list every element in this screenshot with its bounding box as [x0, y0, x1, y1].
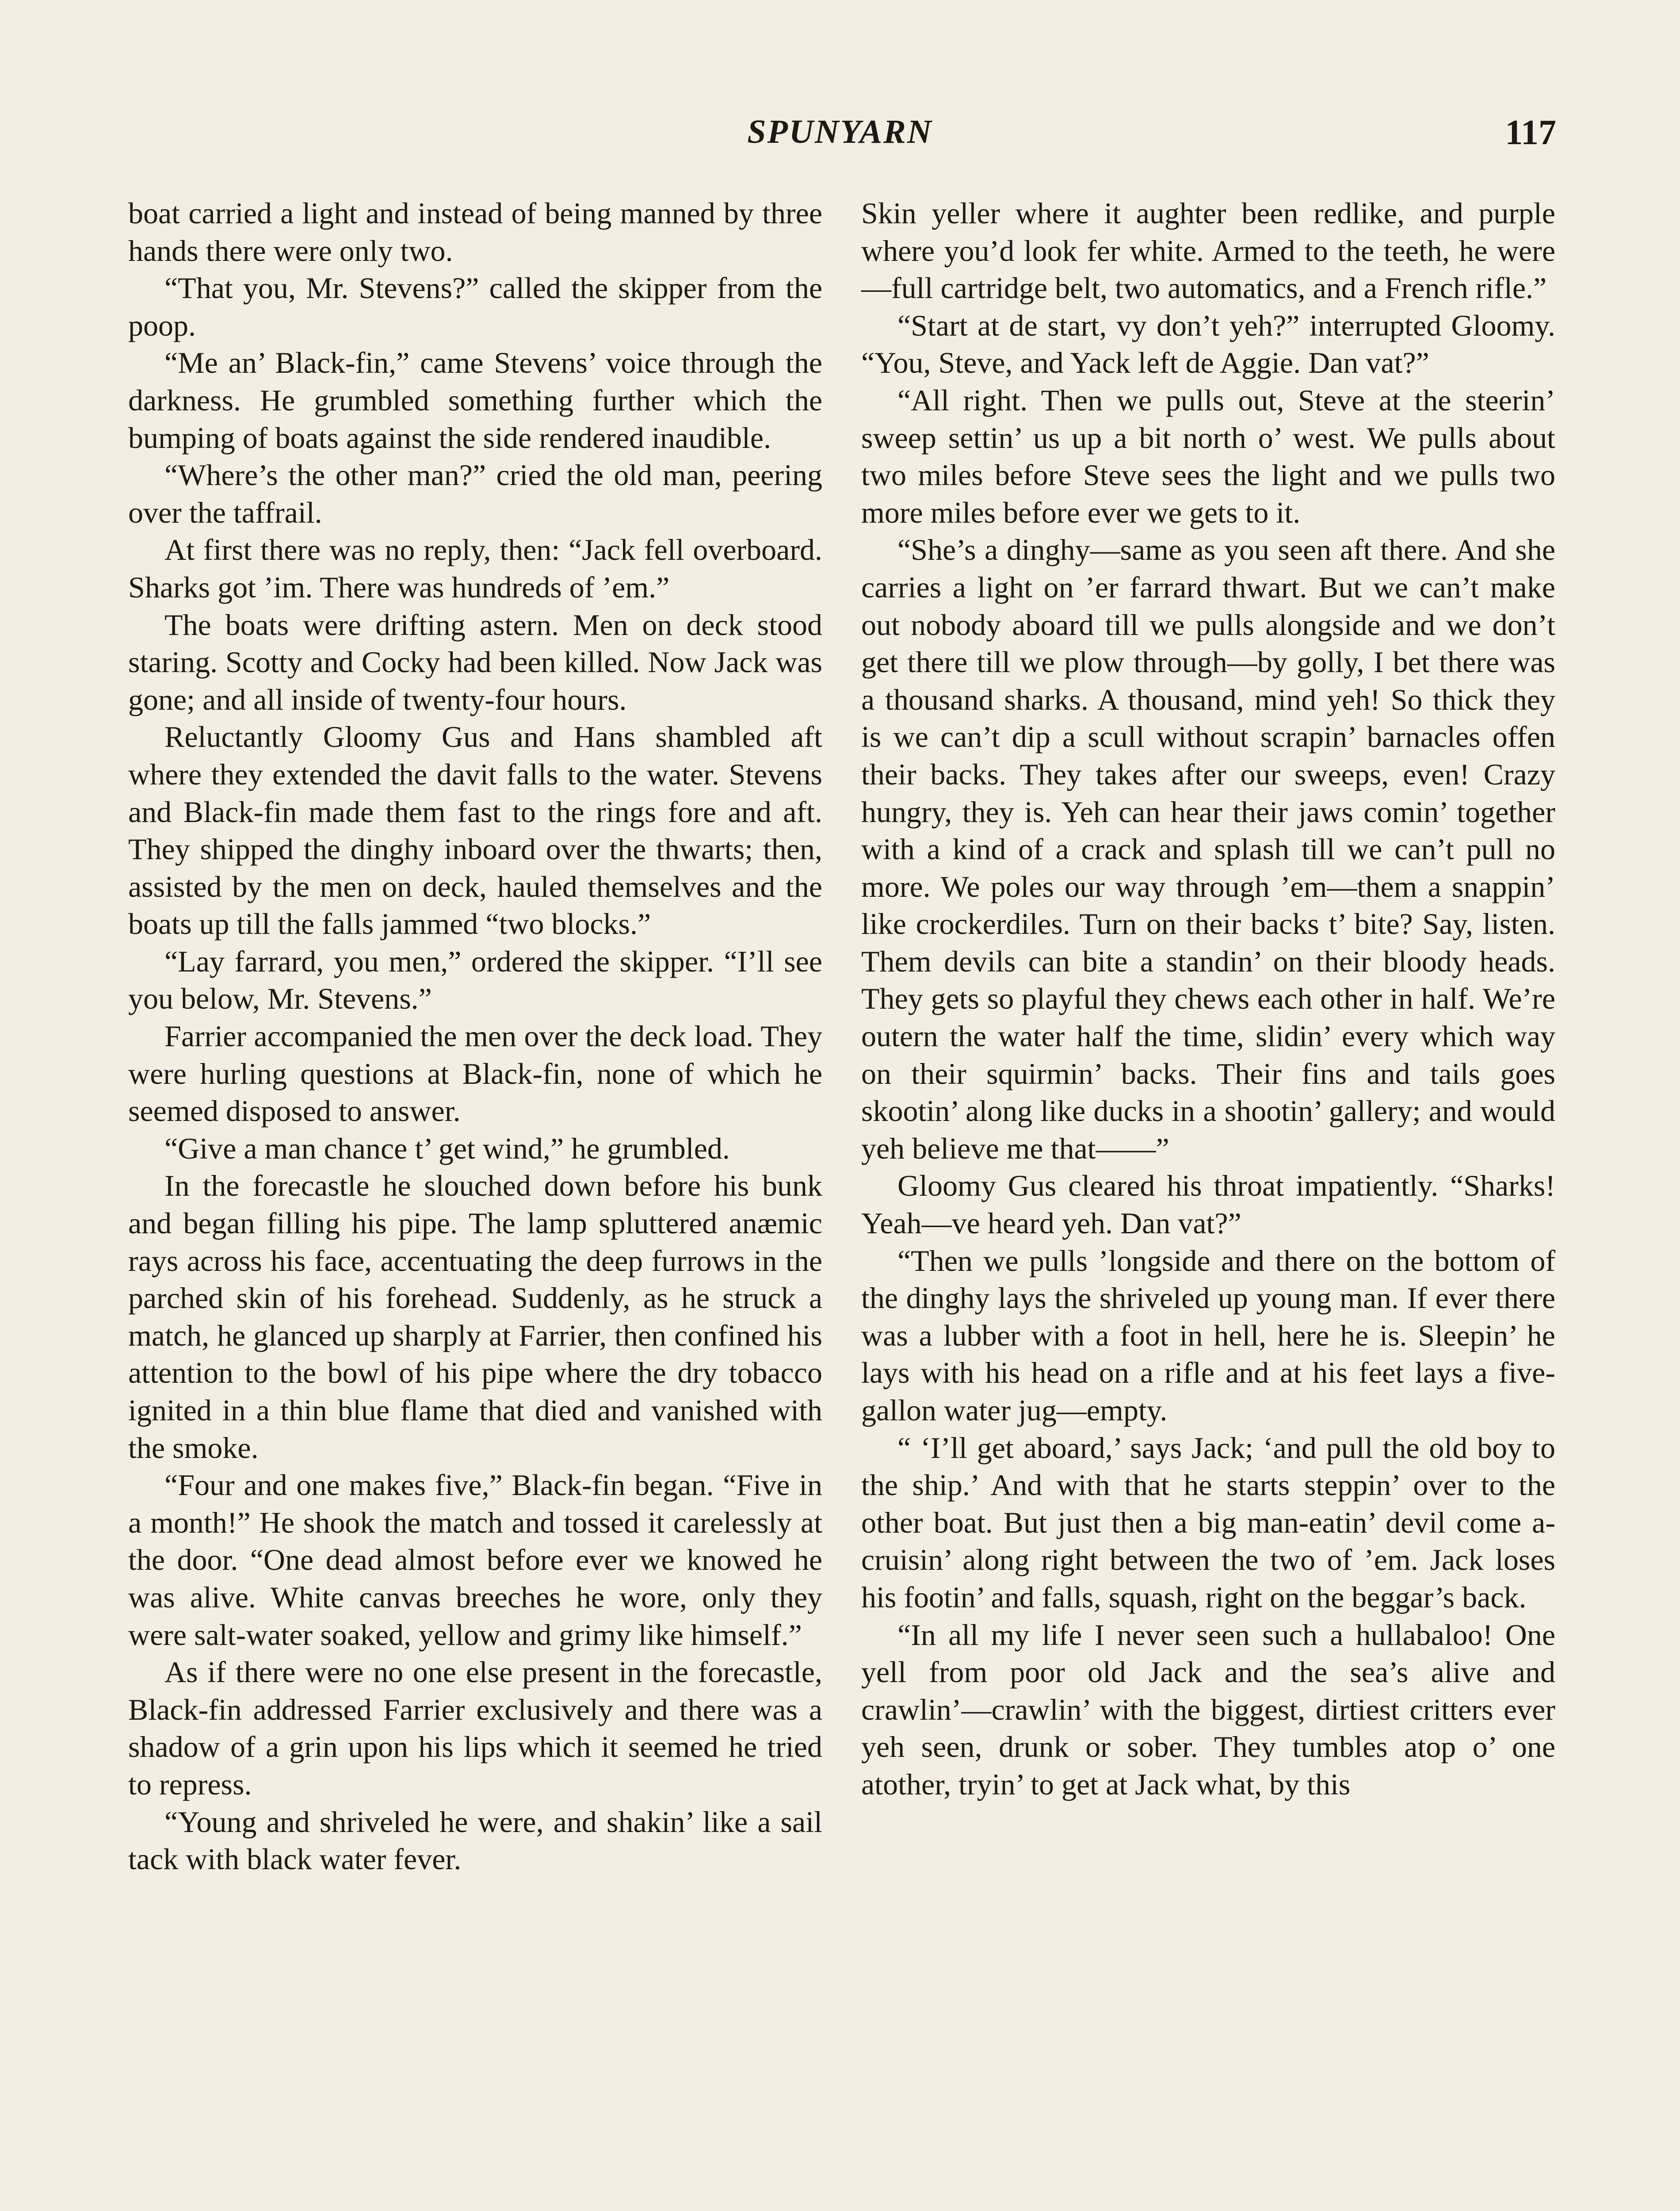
- paragraph: “Four and one makes five,” Black-fin began. “Five in a month!” He shook the match and tossed it carelessly at the door. “One dead almost before ever we knowed he was alive. White canvas breeches he wore, only they were salt-water soaked, yellow and grimy like himself.”: [128, 1468, 822, 1652]
- paragraph: “Then we pulls ’longside and there on the bottom of the dinghy lays the shriveled up young man. If ever there was a lubber with a foot in hell, here he is. Sleepin’ he lays with his head on a rifle and at his feet lays a five-gallon water jug—empty.: [861, 1243, 1555, 1427]
- paragraph: “That you, Mr. Stevens?” called the skipper from the poop.: [128, 271, 822, 342]
- page-header: [0, 113, 1680, 157]
- paragraph: Reluctantly Gloomy Gus and Hans shambled aft where they extended the davit falls to the water. Stevens and Black-fin made them fast to the rings fore and aft. They shipped the dinghy inboard over the thwarts; then, assisted by the men on deck, hauled themselves and the boats up till the falls jammed “two blocks.”: [128, 720, 822, 941]
- left-column: [128, 195, 822, 1878]
- paragraph: As if there were no one else present in the forecastle, Black-fin addressed Farrier exclusively and there was a shadow of a grin upon his lips which it seemed he tried to repress.: [128, 1655, 822, 1801]
- paragraph: “Start at de start, vy don’t yeh?” interrupted Gloomy. “You, Steve, and Yack left de Aggie. Dan vat?”: [861, 308, 1555, 380]
- running-title: SPUNYARN: [747, 113, 933, 150]
- right-column: [861, 195, 1555, 1803]
- paragraph: “Me an’ Black-fin,” came Stevens’ voice through the darkness. He grumbled something further which the bumping of boats against the side rendered inaudible.: [128, 346, 822, 455]
- paragraph: The boats were drifting astern. Men on deck stood staring. Scotty and Cocky had been killed. Now Jack was gone; and all inside of twenty-four hours.: [128, 608, 822, 716]
- paragraph: At first there was no reply, then: “Jack fell overboard. Sharks got ’im. There was hundreds of ’em.”: [128, 533, 822, 604]
- paragraph: boat carried a light and instead of being manned by three hands there were only two.: [128, 196, 822, 268]
- paragraph: Gloomy Gus cleared his throat impatiently. “Sharks! Yeah—ve heard yeh. Dan vat?”: [861, 1169, 1555, 1240]
- paragraph: “Lay farrard, you men,” ordered the skipper. “I’ll see you below, Mr. Stevens.”: [128, 944, 822, 1016]
- page-number: 117: [1505, 113, 1556, 152]
- paragraph: “Where’s the other man?” cried the old man, peering over the taffrail.: [128, 458, 822, 529]
- paragraph: In the forecastle he slouched down before his bunk and began filling his pipe. The lamp spluttered anæmic rays across his face, accentuating the deep furrows in the parched skin of his forehead. Suddenly, as he struck a match, he glanced up sharply at Farrier, then confined his attention to the bowl of his pipe where the dry tobacco ignited in a thin blue flame that died and vanished with the smoke.: [128, 1169, 822, 1465]
- paragraph: “Give a man chance t’ get wind,” he grumbled.: [164, 1131, 730, 1165]
- paragraph: “In all my life I never seen such a hullabaloo! One yell from poor old Jack and the sea’s alive and crawlin’—crawlin’ with the biggest, dirtiest critters ever yeh seen, drunk or sober. They tumbles atop o’ one atother, tryin’ to get at Jack what, by this: [861, 1618, 1555, 1801]
- paragraph: “All right. Then we pulls out, Steve at the steerin’ sweep settin’ us up a bit north o’ west. We pulls about two miles before Steve sees the light and we pulls two more miles before ever we gets to it.: [861, 383, 1555, 529]
- paragraph: “She’s a dinghy—same as you seen aft there. And she carries a light on ’er farrard thwart. But we can’t make out nobody aboard till we pulls alongside and we don’t get there till we plow through—by golly, I bet there was a thousand sharks. A thousand, mind yeh! So thick they is we can’t dip a scull without scrapin’ barnacles offen their backs. They takes after our sweeps, even! Crazy hungry, they is. Yeh can hear their jaws comin’ together with a kind of a crack and splash till we can’t pull no more. We poles our way through ’em—them a snappin’ like crockerdiles. Turn on their backs t’ bite? Say, listen. Them devils can bite a standin’ on their bloody heads. They gets so playful they chews each other in half. We’re outern the water half the time, slidin’ every which way on their squirmin’ backs. Their fins and tails goes skootin’ along like ducks in a shootin’ gallery; and would yeh believe me that——”: [861, 533, 1555, 1165]
- paragraph: Farrier accompanied the men over the deck load. They were hurling questions at Black-fin, none of which he seemed disposed to answer.: [128, 1019, 822, 1128]
- paragraph: Skin yeller where it aughter been redlike, and purple where you’d look fer white. Armed to the teeth, he were—full cartridge belt, two automatics, and a French rifle.”: [861, 196, 1555, 305]
- paragraph: “Young and shriveled he were, and shakin’ like a sail tack with black water fever.: [128, 1805, 822, 1876]
- paragraph: “ ‘I’ll get aboard,’ says Jack; ‘and pull the old boy to the ship.’ And with that he starts steppin’ over to the other boat. But just then a big man-eatin’ devil come a-cruisin’ along right between the two of ’em. Jack loses his footin’ and falls, squash, right on the beggar’s back.: [861, 1431, 1555, 1614]
